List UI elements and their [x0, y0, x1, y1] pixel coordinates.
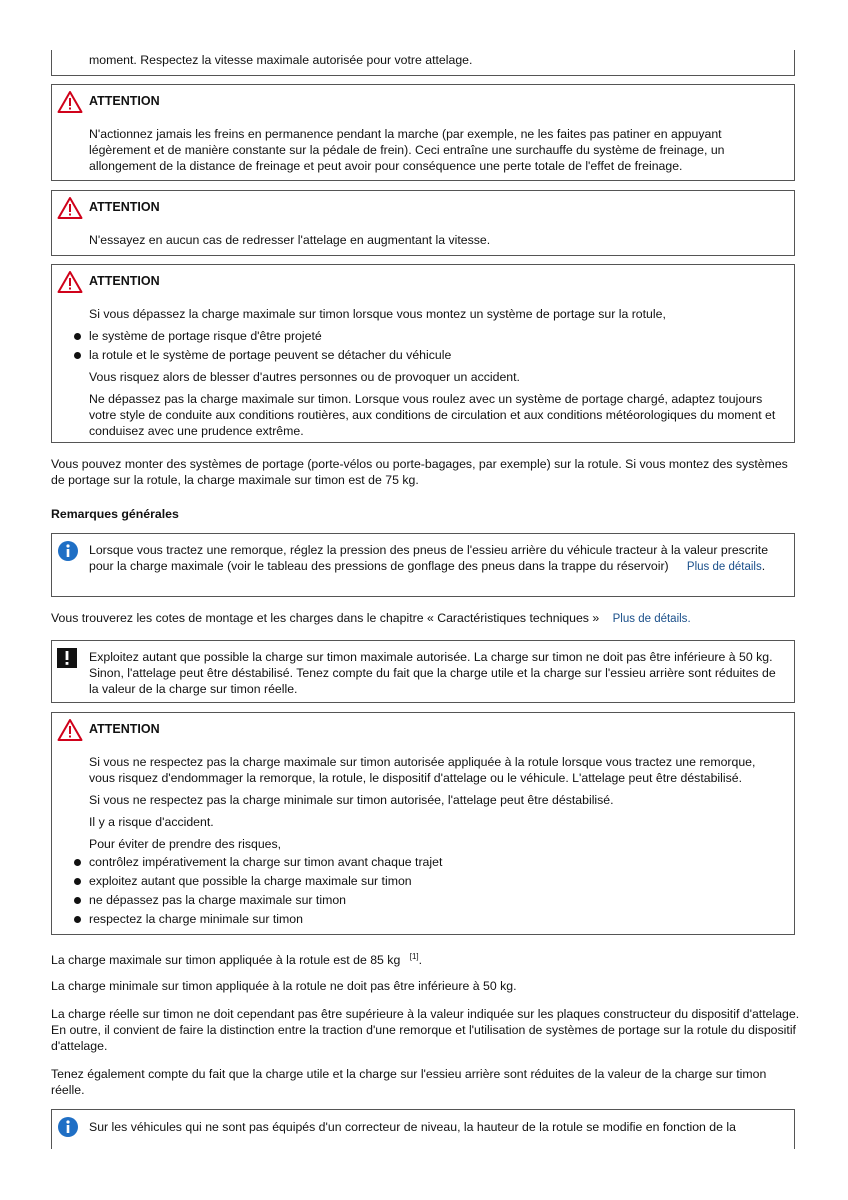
warning-triangle-icon: [57, 90, 83, 117]
warning-text: Si vous ne respectez pas la charge maximale sur timon autorisée appliquée à la rotule lorsque vous tractez une remorque, vous risquez d'endommager la remorque, la rotule, le dispositif d'attelage ou le véhicule. L'attelage peut être déstabilisé.: [89, 755, 756, 785]
info-text-content: Lorsque vous tractez une remorque, réglez la pression des pneus de l'essieu arrière du véhicule tracteur à la valeur prescrite pour la charge maximale (voir le tableau des pressions de gonflage des pneus dans la trappe du réservoir): [89, 543, 769, 573]
body-paragraph: [51, 949, 801, 968]
warning-title: ATTENTION: [89, 94, 160, 108]
warning-triangle-icon: [57, 196, 83, 223]
paragraph-text: La charge maximale sur timon appliquée à la rotule est de 85 kg: [51, 953, 401, 968]
info-text: [89, 542, 776, 575]
warning-triangle-icon: [57, 270, 83, 297]
bullet-list: [52, 328, 776, 363]
warning-text: N'actionnez jamais les freins en permanence pendant la marche (par exemple, ne les faites pas patiner en appuyant légèrement et de manière constante sur la pédale de frein). Ceci entraîne une surchauffe du système de freinage, un allongement de la distance de freinage et peut avoir pour conséquence une perte totale de l'effet de freinage.: [89, 127, 725, 173]
more-details-link[interactable]: Plus de détails: [686, 561, 762, 573]
warning-text: Pour éviter de prendre des risques,: [89, 837, 282, 851]
info-box: [51, 533, 795, 597]
warning-text: Ne dépassez pas la charge maximale sur timon. Lorsque vous roulez avec un système de portage chargé, adaptez toujours votre style de conduite aux conditions routières, aux conditions de circulation et aux conditions météorologiques du moment et conduisez avec une prudence extrême.: [89, 392, 776, 438]
warning-text: Si vous dépassez la charge maximale sur timon lorsque vous montez un système de portage sur la rotule,: [89, 307, 666, 321]
warning-text: Vous risquez alors de blesser d'autres personnes ou de provoquer un accident.: [89, 370, 520, 384]
warning-box: [51, 84, 795, 181]
warning-box: [51, 712, 795, 935]
body-paragraph: [51, 610, 801, 627]
note-box: [51, 640, 795, 703]
info-text: Sur les véhicules qui ne sont pas équipés d'un correcteur de niveau, la hauteur de la rotule se modifie en fonction de la: [89, 1120, 736, 1134]
punctuation: .: [687, 613, 691, 625]
bullet-list: [52, 854, 776, 927]
info-box: [51, 1109, 795, 1149]
info-circle-icon: [57, 540, 79, 565]
list-item: le système de portage risque d'être projeté: [52, 328, 776, 344]
paragraph-text: Vous trouverez les cotes de montage et les charges dans le chapitre « Caractéristiques techniques »: [51, 611, 600, 625]
body-paragraph: La charge réelle sur timon ne doit cependant pas être supérieure à la valeur indiquée sur les plaques constructeur du dispositif d'attelage. En outre, il convient de faire la distinction entre la traction d'une remorque et l'utilisation de systèmes de portage sur la rotule du dispositif d'attelage.: [51, 1007, 800, 1053]
list-item: la rotule et le système de portage peuvent se détacher du véhicule: [52, 347, 776, 363]
warning-title: ATTENTION: [89, 200, 160, 214]
warning-body: [89, 306, 776, 445]
list-item: contrôlez impérativement la charge sur timon avant chaque trajet: [52, 854, 776, 870]
body-paragraph: La charge minimale sur timon appliquée à la rotule ne doit pas être inférieure à 50 kg.: [51, 979, 517, 993]
section-heading: Remarques générales: [51, 507, 179, 521]
warning-box: [51, 190, 795, 256]
warning-text: Si vous ne respectez pas la charge minimale sur timon autorisée, l'attelage peut être déstabilisé.: [89, 793, 614, 807]
list-item: exploitez autant que possible la charge maximale sur timon: [52, 873, 776, 889]
punctuation: .: [418, 953, 423, 968]
warning-title: ATTENTION: [89, 274, 160, 288]
warning-triangle-icon: [57, 718, 83, 745]
list-item: ne dépassez pas la charge maximale sur timon: [52, 892, 776, 908]
punctuation: .: [761, 559, 766, 573]
list-item: respectez la charge minimale sur timon: [52, 911, 776, 927]
warning-text: moment. Respectez la vitesse maximale autorisée pour votre attelage.: [89, 53, 473, 67]
warning-text: Il y a risque d'accident.: [89, 815, 214, 829]
body-paragraph: Tenez également compte du fait que la charge utile et la charge sur l'essieu arrière sont réduites de la valeur de la charge sur timon réelle.: [51, 1067, 767, 1097]
info-circle-icon: [57, 1116, 79, 1141]
warning-box-continued: [51, 50, 795, 76]
warning-box: [51, 264, 795, 443]
warning-body: [89, 754, 776, 933]
body-paragraph: Vous pouvez monter des systèmes de portage (porte-vélos ou porte-bagages, par exemple) sur la rotule. Si vous montez des systèmes de portage sur la rotule, la charge maximale sur timon est de 75 kg.: [51, 457, 788, 487]
warning-title: ATTENTION: [89, 722, 160, 736]
footnote-marker[interactable]: [1]: [409, 952, 419, 961]
note-text: Exploitez autant que possible la charge sur timon maximale autorisée. La charge sur timon ne doit pas être inférieure à 50 kg. Sinon, l'attelage peut être déstabilisé. Tenez compte du fait que la charge utile et la charge sur l'essieu arrière sont réduites de la valeur de la charge sur timon réelle.: [89, 650, 776, 696]
exclamation-square-icon: [57, 648, 77, 671]
warning-text: N'essayez en aucun cas de redresser l'attelage en augmentant la vitesse.: [89, 233, 491, 247]
more-details-link[interactable]: Plus de détails: [612, 613, 688, 625]
